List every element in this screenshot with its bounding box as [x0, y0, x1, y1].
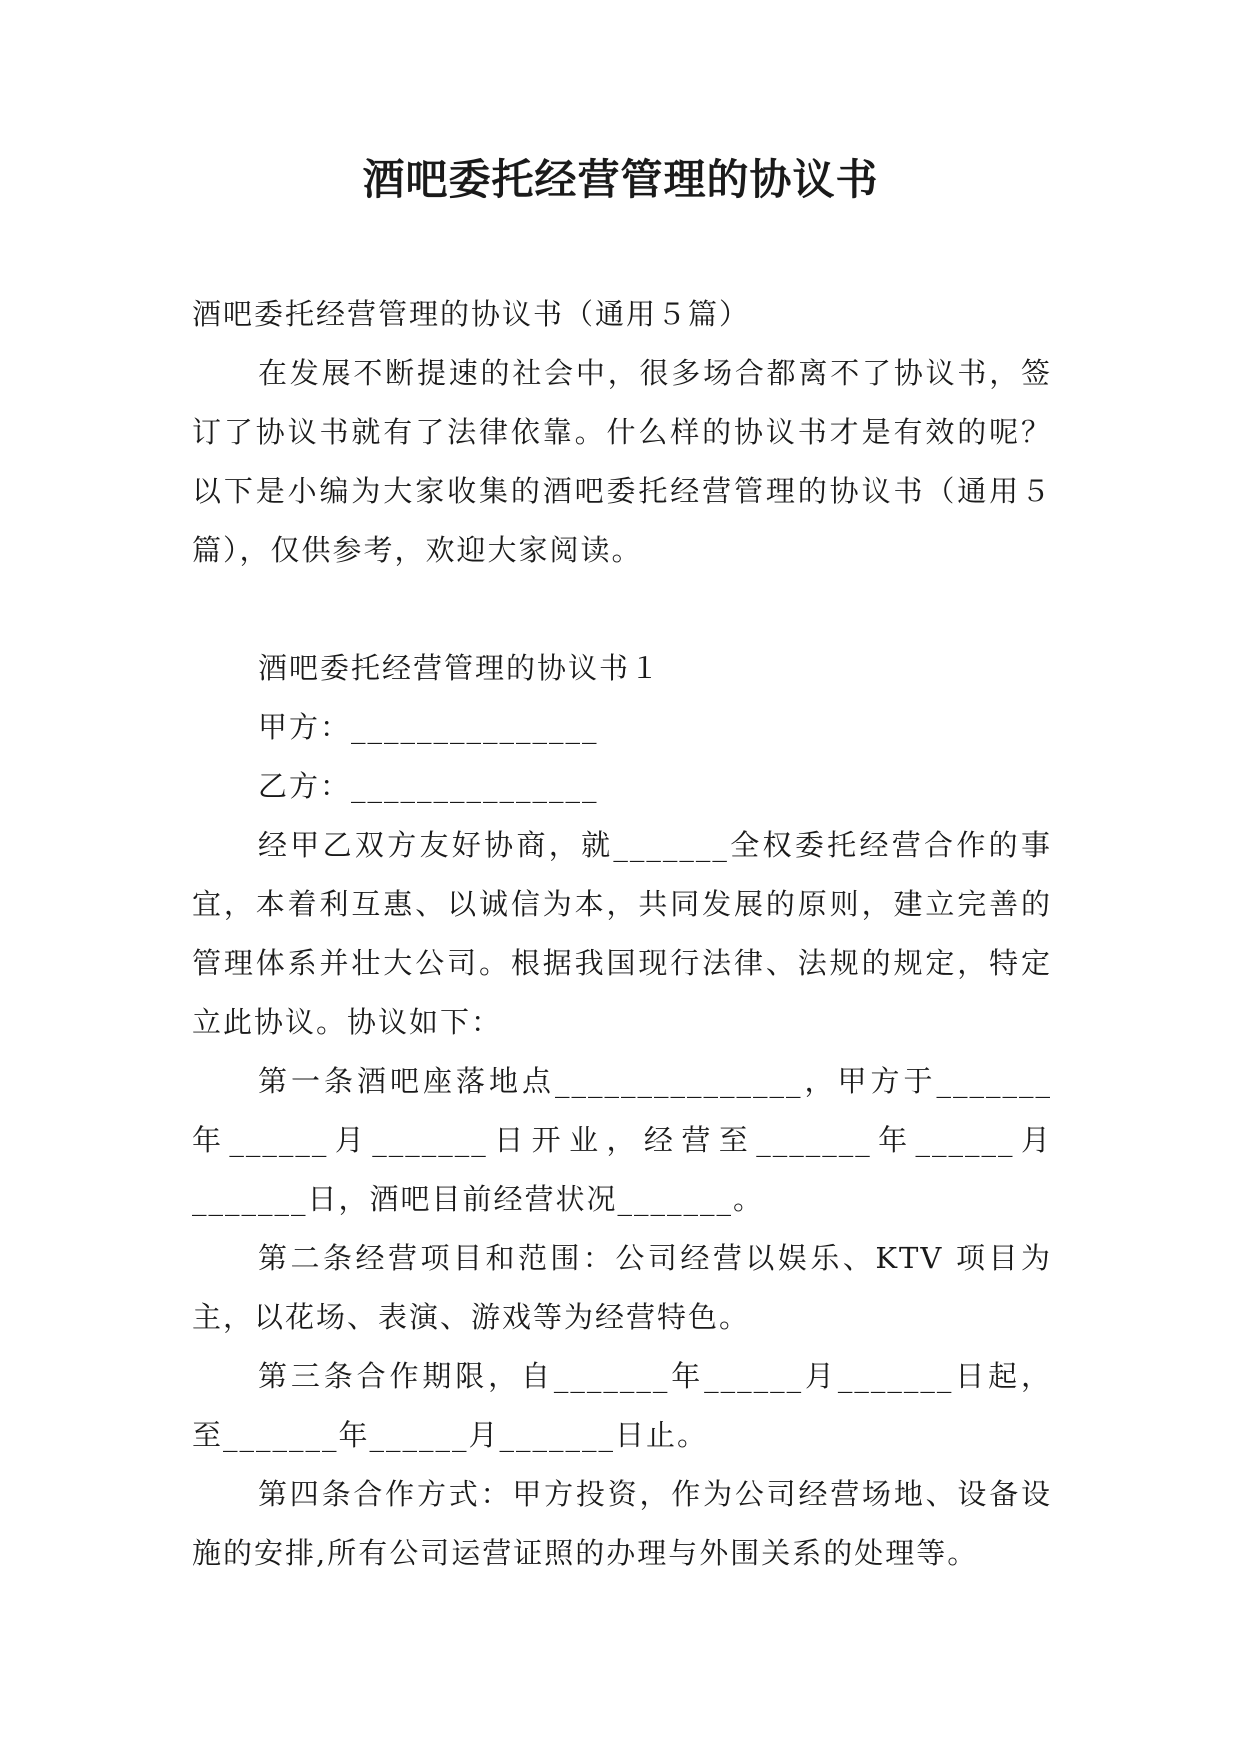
preamble-paragraph: 经甲乙双方友好协商，就_______全权委托经营合作的事宜，本着利互惠、以诚信为本，共同发展的原则，建立完善的管理体系并壮大公司。根据我国现行法律、法规的规定，特定立此协议。协议如下：: [192, 828, 1052, 1039]
article-2-paragraph: 第二条经营项目和范围：公司经营以娱乐、KTV 项目为主，以花场、表演、游戏等为经营特色。: [192, 1241, 1052, 1334]
blank-spacer: [192, 580, 1052, 639]
party-a-line: 甲方：_______________: [258, 710, 599, 744]
document-title: 酒吧委托经营管理的协议书: [362, 155, 879, 204]
document-body: [192, 285, 1052, 1583]
document-subtitle: 酒吧委托经营管理的协议书（通用５篇）: [192, 297, 751, 331]
party-b-line: 乙方：_______________: [258, 769, 599, 803]
article-3-paragraph: 第三条合作期限，自_______年______月_______日起，至_______年______月_______日止。: [192, 1359, 1052, 1452]
section-heading: 酒吧委托经营管理的协议书１: [258, 651, 662, 685]
article-4-paragraph: 第四条合作方式：甲方投资，作为公司经营场地、设备设施的安排,所有公司运营证照的办理与外围关系的处理等。: [192, 1477, 1052, 1570]
intro-paragraph: 在发展不断提速的社会中，很多场合都离不了协议书，签订了协议书就有了法律依靠。什么样的协议书才是有效的呢？以下是小编为大家收集的酒吧委托经营管理的协议书（通用５篇），仅供参考，欢迎大家阅读。: [192, 356, 1052, 567]
article-1-paragraph: 第一条酒吧座落地点_______________，甲方于_______年______月_______日开业，经营至_______年______月_______日，酒吧目前经营状况_______。: [192, 1064, 1052, 1216]
